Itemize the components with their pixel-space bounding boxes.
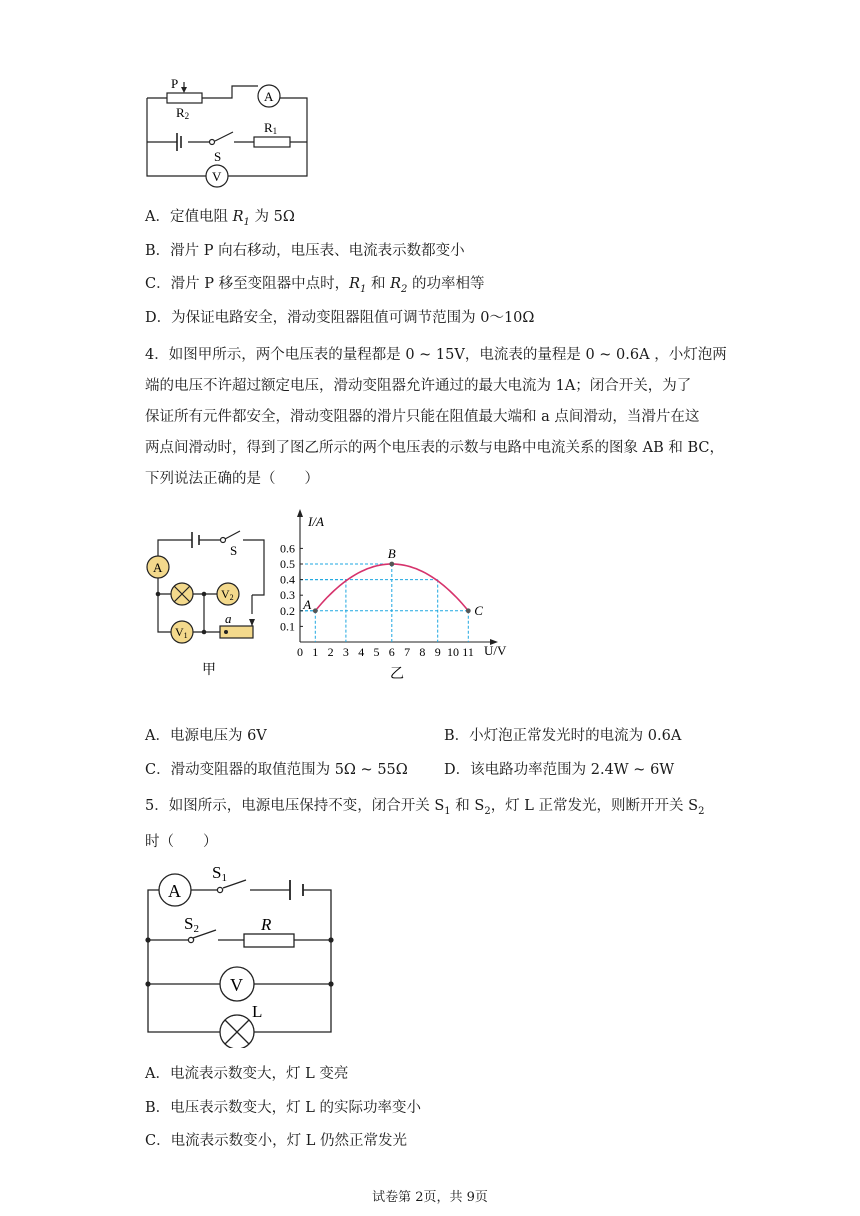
q5-option-b: B．电压表示数变大，灯 L 的实际功率变小 bbox=[145, 1100, 422, 1116]
ammeter-label: A bbox=[264, 89, 274, 104]
q5-stem bbox=[145, 791, 720, 858]
q4-stem bbox=[145, 340, 727, 495]
y-tick-label: 0.1 bbox=[280, 619, 295, 634]
switch-s2-label: S2 bbox=[184, 914, 199, 935]
y-tick-label: 0.2 bbox=[280, 603, 295, 618]
voltmeter-label: V bbox=[212, 169, 222, 184]
y-axis-label: I/A bbox=[308, 514, 324, 529]
q3-option-b: B．滑片 P 向右移动，电压表、电流表示数都变小 bbox=[145, 243, 465, 259]
q4-graph-yi bbox=[280, 505, 525, 685]
voltmeter-v1-label: V1 bbox=[175, 625, 188, 640]
lamp-l-label: L bbox=[252, 1002, 263, 1021]
q5-option-a: A．电流表示数变大，灯 L 变亮 bbox=[145, 1066, 349, 1082]
x-tick-label: 6 bbox=[388, 645, 395, 659]
q4-stem-line-3: 保证所有元件都安全，滑动变阻器的滑片只能在阻值最大端和 a 点间滑动，当滑片在这 bbox=[145, 409, 700, 425]
q4-stem-line-5: 下列说法正确的是（ ） bbox=[145, 471, 319, 487]
x-tick-label: 9 bbox=[434, 645, 441, 659]
x-axis-label: U/V bbox=[484, 643, 507, 658]
q4-option-c: C．滑动变阻器的取值范围为 5Ω ~ 55Ω bbox=[145, 762, 408, 778]
x-tick-label: 10 bbox=[447, 645, 459, 659]
ammeter-label: A bbox=[168, 881, 181, 901]
q3-option-d: D．为保证电路安全，滑动变阻器阻值可调节范围为 0～10Ω bbox=[145, 310, 535, 326]
q4-option-d: D．该电路功率范围为 2.4W ~ 6W bbox=[444, 762, 675, 778]
q4-circuit-jia bbox=[140, 522, 270, 682]
x-tick-label: 2 bbox=[327, 645, 334, 659]
switch-label: S bbox=[214, 149, 222, 164]
y-tick-label: 0.4 bbox=[280, 572, 295, 587]
x-tick-label: 1 bbox=[312, 645, 319, 659]
q4-stem-line-4: 两点间滑动时，得到了图乙所示的两个电压表的示数与电路中电流关系的图象 AB 和 BC， bbox=[145, 440, 724, 456]
x-tick-label: 4 bbox=[358, 645, 365, 659]
fig-jia-caption: 甲 bbox=[202, 663, 216, 678]
point-label-c: C bbox=[474, 602, 483, 618]
q3-option-a: A．定值电阻 $R_1$ 为 5Ω bbox=[145, 209, 295, 228]
fig-yi-caption: 乙 bbox=[390, 667, 404, 682]
q5-circuit-diagram bbox=[140, 858, 340, 1048]
q4-option-a: A．电源电压为 6V bbox=[145, 728, 267, 744]
y-tick-label: 0.3 bbox=[280, 588, 295, 603]
q4-option-b: B．小灯泡正常发光时的电流为 0.6A bbox=[444, 728, 682, 744]
point-a-label: a bbox=[225, 611, 232, 626]
switch-label: S bbox=[230, 543, 238, 558]
label-R2: R2 bbox=[176, 105, 190, 121]
page-footer: 试卷第 2页，共 9页 bbox=[372, 1190, 488, 1205]
q5-option-c: C．电流表示数变小，灯 L 仍然正常发光 bbox=[145, 1133, 407, 1149]
voltmeter-v2-label: V2 bbox=[221, 587, 234, 602]
q5-stem-line-1: 5．如图所示，电源电压保持不变，闭合开关 $S_1$ 和 $S_2$，灯 L 正常发光，则断开开关 $S_2$ bbox=[145, 798, 705, 817]
q3-option-c: C．滑片 P 移至变阻器中点时，$R_1$ 和 $R_2$ 的功率相等 bbox=[145, 276, 485, 295]
q4-stem-line-1: 4．如图甲所示，两个电压表的量程都是 0 ~ 15V，电流表的量程是 0 ~ 0.6A ，小灯泡两 bbox=[145, 347, 727, 363]
label-R1: R1 bbox=[264, 120, 278, 136]
resistor-r-label: R bbox=[261, 915, 272, 934]
switch-s1-label: S1 bbox=[212, 863, 227, 884]
point-a bbox=[313, 608, 318, 613]
y-tick-label: 0.5 bbox=[280, 557, 295, 571]
y-tick-label: 0.6 bbox=[280, 541, 295, 556]
q4-stem-line-2: 端的电压不许超过额定电压，滑动变阻器允许通过的最大电流为 1A；闭合开关，为了 bbox=[145, 378, 692, 394]
x-tick-label: 7 bbox=[404, 645, 411, 659]
x-tick-label: 8 bbox=[419, 645, 426, 659]
point-b bbox=[389, 562, 394, 567]
q3-circuit-diagram bbox=[140, 76, 320, 188]
label-P: P bbox=[171, 76, 179, 91]
x-tick-label: 3 bbox=[342, 645, 349, 659]
ammeter-label: A bbox=[153, 560, 163, 575]
x-tick-label: 11 bbox=[462, 645, 474, 659]
point-label-a: A bbox=[303, 596, 312, 612]
x-tick-label: 5 bbox=[373, 645, 380, 659]
point-label-b: B bbox=[387, 546, 396, 561]
voltmeter-label: V bbox=[230, 975, 243, 995]
x-tick-label: 0 bbox=[297, 645, 303, 659]
q5-stem-line-2: 时（ ） bbox=[145, 833, 218, 850]
point-c bbox=[466, 608, 471, 613]
